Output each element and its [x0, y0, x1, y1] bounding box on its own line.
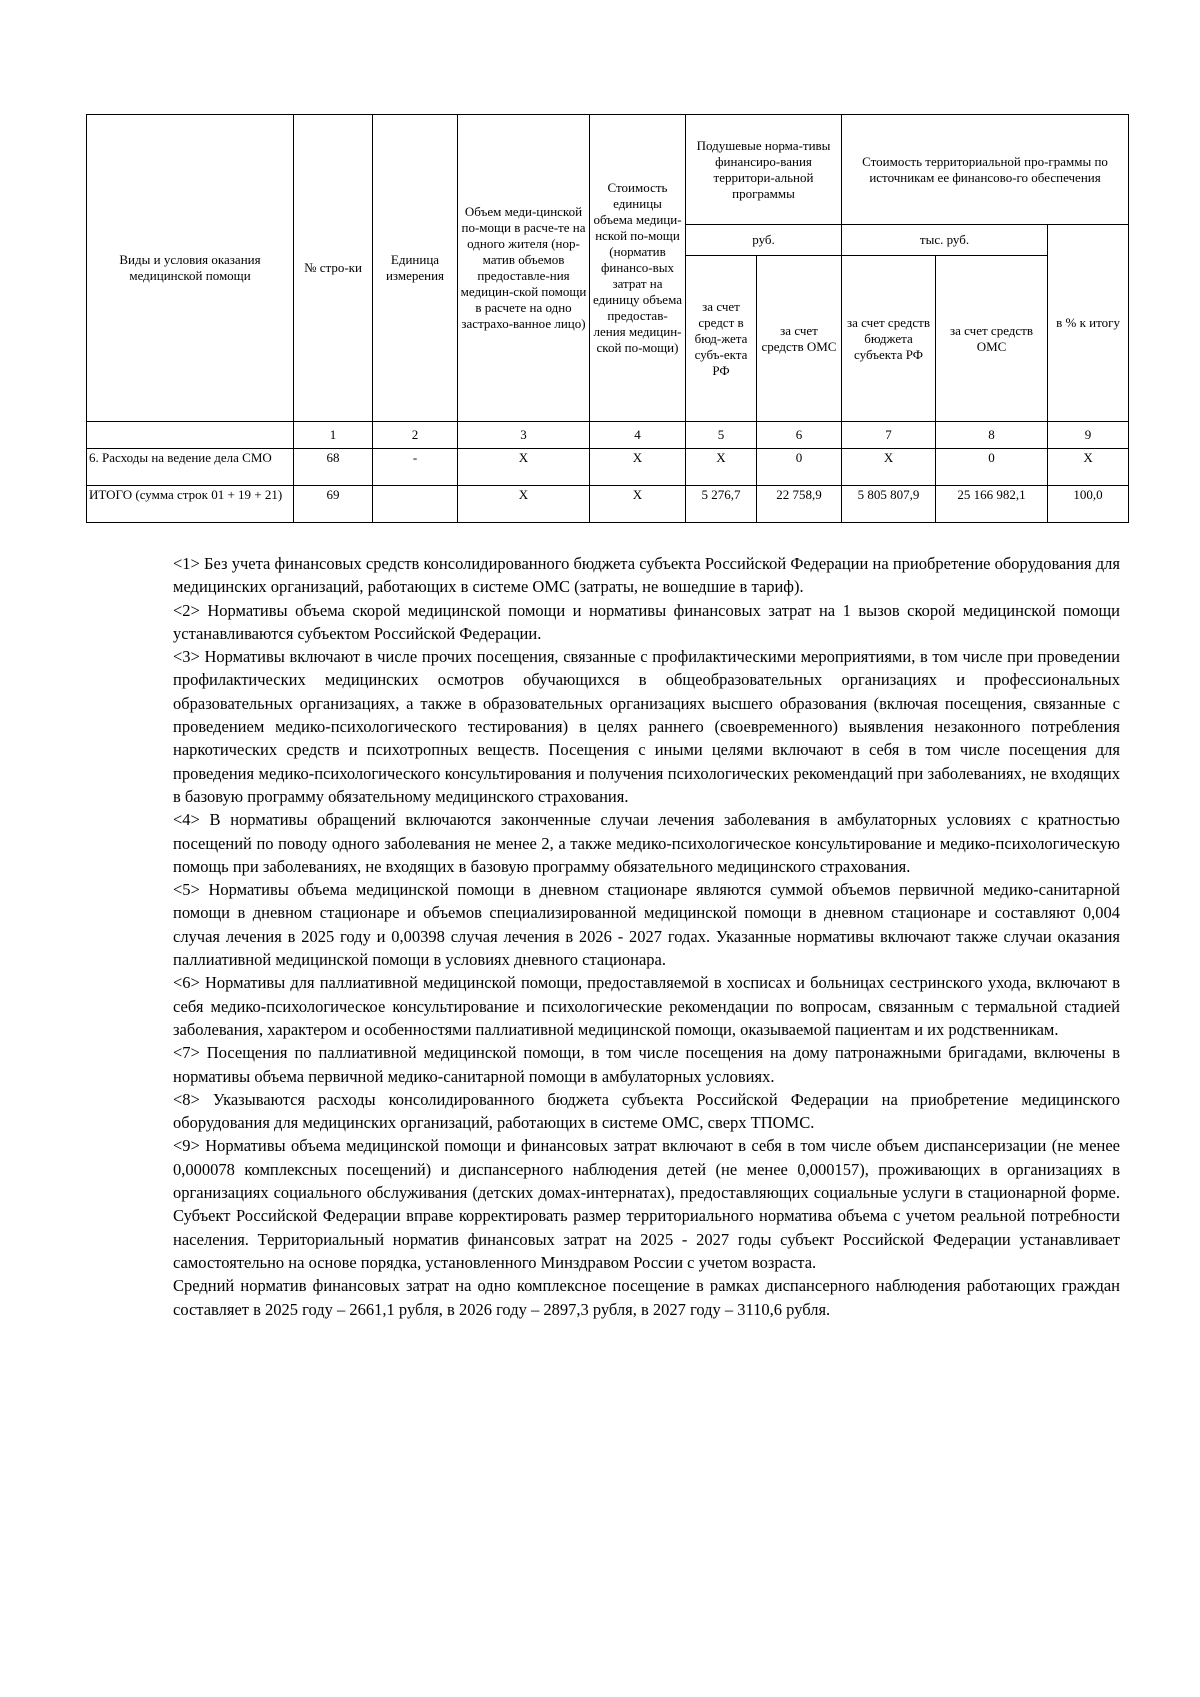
header-percent: в % к итогу: [1048, 225, 1129, 422]
table-cell: X: [458, 486, 590, 523]
footnote: <5> Нормативы объема медицинской помощи в дневном стационаре являются суммой объемов первичной медико-санитарной помощи в дневном стационаре и объемов специализированной медицинской помощи в дневном стационаре и составляют 0,004 случая лечения в 2025 году и 0,00398 случая лечения в 2026 - 2027 годах. Указанные нормативы включают также случаи оказания паллиативной медицинской помощи в условиях дневного стационара.: [173, 880, 1120, 970]
header-oms-per-capita: за счет средств ОМС: [757, 256, 842, 422]
row-name: 6. Расходы на ведение дела СМО: [87, 449, 294, 486]
header-budget-per-capita: за счет средст в бюд-жета субъ-екта РФ: [686, 256, 757, 422]
footnote: <3> Нормативы включают в числе прочих посещения, связанные с профилактическими мероприятиями, в том числе при проведении профилактических медицинских осмотров обучающихся в общеобразовательных организациях и профессиональных образовательных организациях, а также в образовательных организациях высшего образования (включая посещения, связанные с проведением медико-психологического тестирования) в целях раннего (своевременного) выявления незаконного потребления наркотических средств и психотропных веществ. Посещения с иными целями включают в себя в том числе посещения для проведения медико-психологического консультирования и получения психологических рекомендаций при заболеваниях, не входящих в базовую программу обязательному медицинского страхования.: [173, 647, 1120, 806]
column-number: 1: [294, 422, 373, 449]
table-cell: 25 166 982,1: [936, 486, 1048, 523]
column-number: 8: [936, 422, 1048, 449]
footnotes: [173, 552, 1120, 1321]
table-cell: X: [686, 449, 757, 486]
table-cell: [373, 486, 458, 523]
table-cell: 69: [294, 486, 373, 523]
table-cell: 68: [294, 449, 373, 486]
table-cell: X: [1048, 449, 1129, 486]
table-cell: X: [458, 449, 590, 486]
header-row-number: № стро-ки: [294, 115, 373, 422]
table-cell: 100,0: [1048, 486, 1129, 523]
footnote: <8> Указываются расходы консолидированного бюджета субъекта Российской Федерации на приобретение медицинского оборудования для медицинских организаций, работающих в системе ОМС, сверх ТПОМС.: [173, 1089, 1120, 1133]
column-number: 5: [686, 422, 757, 449]
header-unit-thousand-rub: тыс. руб.: [842, 225, 1048, 256]
table-row-total: [87, 486, 1129, 523]
table-row: [87, 449, 1129, 486]
header-unit: Единица измерения: [373, 115, 458, 422]
header-budget-cost: за счет средств бюджета субъекта РФ: [842, 256, 936, 422]
column-number: 9: [1048, 422, 1129, 449]
column-numbers-row: [87, 422, 1129, 449]
footnote: <6> Нормативы для паллиативной медицинской помощи, предоставляемой в хосписах и больницах сестринского ухода, включают в себя медико-психологическое консультирование и психологические рекомендации по вопросам, связанным с термальной стадией заболевания, характером и особенностями паллиативной медицинской помощи, оказываемой пациентам и их родственникам.: [173, 973, 1120, 1039]
table-cell: -: [373, 449, 458, 486]
column-number: 3: [458, 422, 590, 449]
column-number: 6: [757, 422, 842, 449]
header-unit-cost: Стоимость единицы объема медици-нской по-мощи (норматив финансо-вых затрат на единицу объема предостав-ления медицин-ской по-мощи): [590, 115, 686, 422]
table-cell: 0: [936, 449, 1048, 486]
column-number: 7: [842, 422, 936, 449]
table-cell: X: [590, 486, 686, 523]
table-cell: 5 276,7: [686, 486, 757, 523]
footnote: <7> Посещения по паллиативной медицинской помощи, в том числе посещения на дому патронажными бригадами, включены в нормативы объема первичной медико-санитарной помощи в амбулаторных условиях.: [173, 1043, 1120, 1086]
footnote: <2> Нормативы объема скорой медицинской помощи и нормативы финансовых затрат на 1 вызов скорой медицинской помощи устанавливаются субъектом Российской Федерации.: [173, 600, 1120, 643]
table-cell: 5 805 807,9: [842, 486, 936, 523]
footnote: <9> Нормативы объема медицинской помощи и финансовых затрат включают в себя в том числе объем диспансеризации (не менее 0,000078 комплексных посещений) и диспансерного наблюдения детей (не менее 0,000157), проживающих в организациях в организациях социального обслуживания (детских домах-интернатах), предоставляющих социальные услуги в стационарной форме. Субъект Российской Федерации вправе корректировать размер территориального норматива объема с учетом реальной потребности населения. Территориальный норматив финансовых затрат на 2025 - 2027 годы субъект Российской Федерации устанавливает самостоятельно на основе порядка, установленного Минздравом России с учетом возраста.: [173, 1136, 1120, 1272]
row-name: ИТОГО (сумма строк 01 + 19 + 21): [87, 486, 294, 523]
column-number: 2: [373, 422, 458, 449]
header-per-capita-norms: Подушевые норма-тивы финансиро-вания территори-альной программы: [686, 115, 842, 225]
column-number: [87, 422, 294, 449]
average-norm-paragraph: Средний норматив финансовых затрат на одно комплексное посещение в рамках диспансерного наблюдения работающих граждан составляет в 2025 году – 2661,1 рубля, в 2026 году – 2897,3 рубля, в 2027 году – 3110,6 рубля.: [173, 1276, 1120, 1319]
header-type: Виды и условия оказания медицинской помощи: [87, 115, 294, 422]
column-number: 4: [590, 422, 686, 449]
footnote: <1> Без учета финансовых средств консолидированного бюджета субъекта Российской Федерации на приобретение оборудования для медицинских организаций, работающих в системе ОМС (затраты, не вошедшие в тариф).: [173, 554, 1120, 597]
financing-table: [86, 114, 1129, 523]
header-oms-cost: за счет средств ОМС: [936, 256, 1048, 422]
header-unit-rub: руб.: [686, 225, 842, 256]
table-cell: 22 758,9: [757, 486, 842, 523]
table-cell: X: [842, 449, 936, 486]
header-volume: Объем меди-цинской по-мощи в расче-те на одного жителя (нор-матив объемов предоставле-ния медицин-ской помощи в расчете на одно застрахо-ванное лицо): [458, 115, 590, 422]
table-cell: 0: [757, 449, 842, 486]
footnote: <4> В нормативы обращений включаются законченные случаи лечения заболевания в амбулаторных условиях с кратностью посещений по поводу одного заболевания не менее 2, а также медико-психологическое консультирование и медико-психологическую помощь при заболеваниях, не входящих в базовую программу обязательного медицинского страхования.: [173, 810, 1120, 876]
table-cell: X: [590, 449, 686, 486]
header-program-cost: Стоимость территориальной про-граммы по источникам ее финансово-го обеспечения: [842, 115, 1129, 225]
